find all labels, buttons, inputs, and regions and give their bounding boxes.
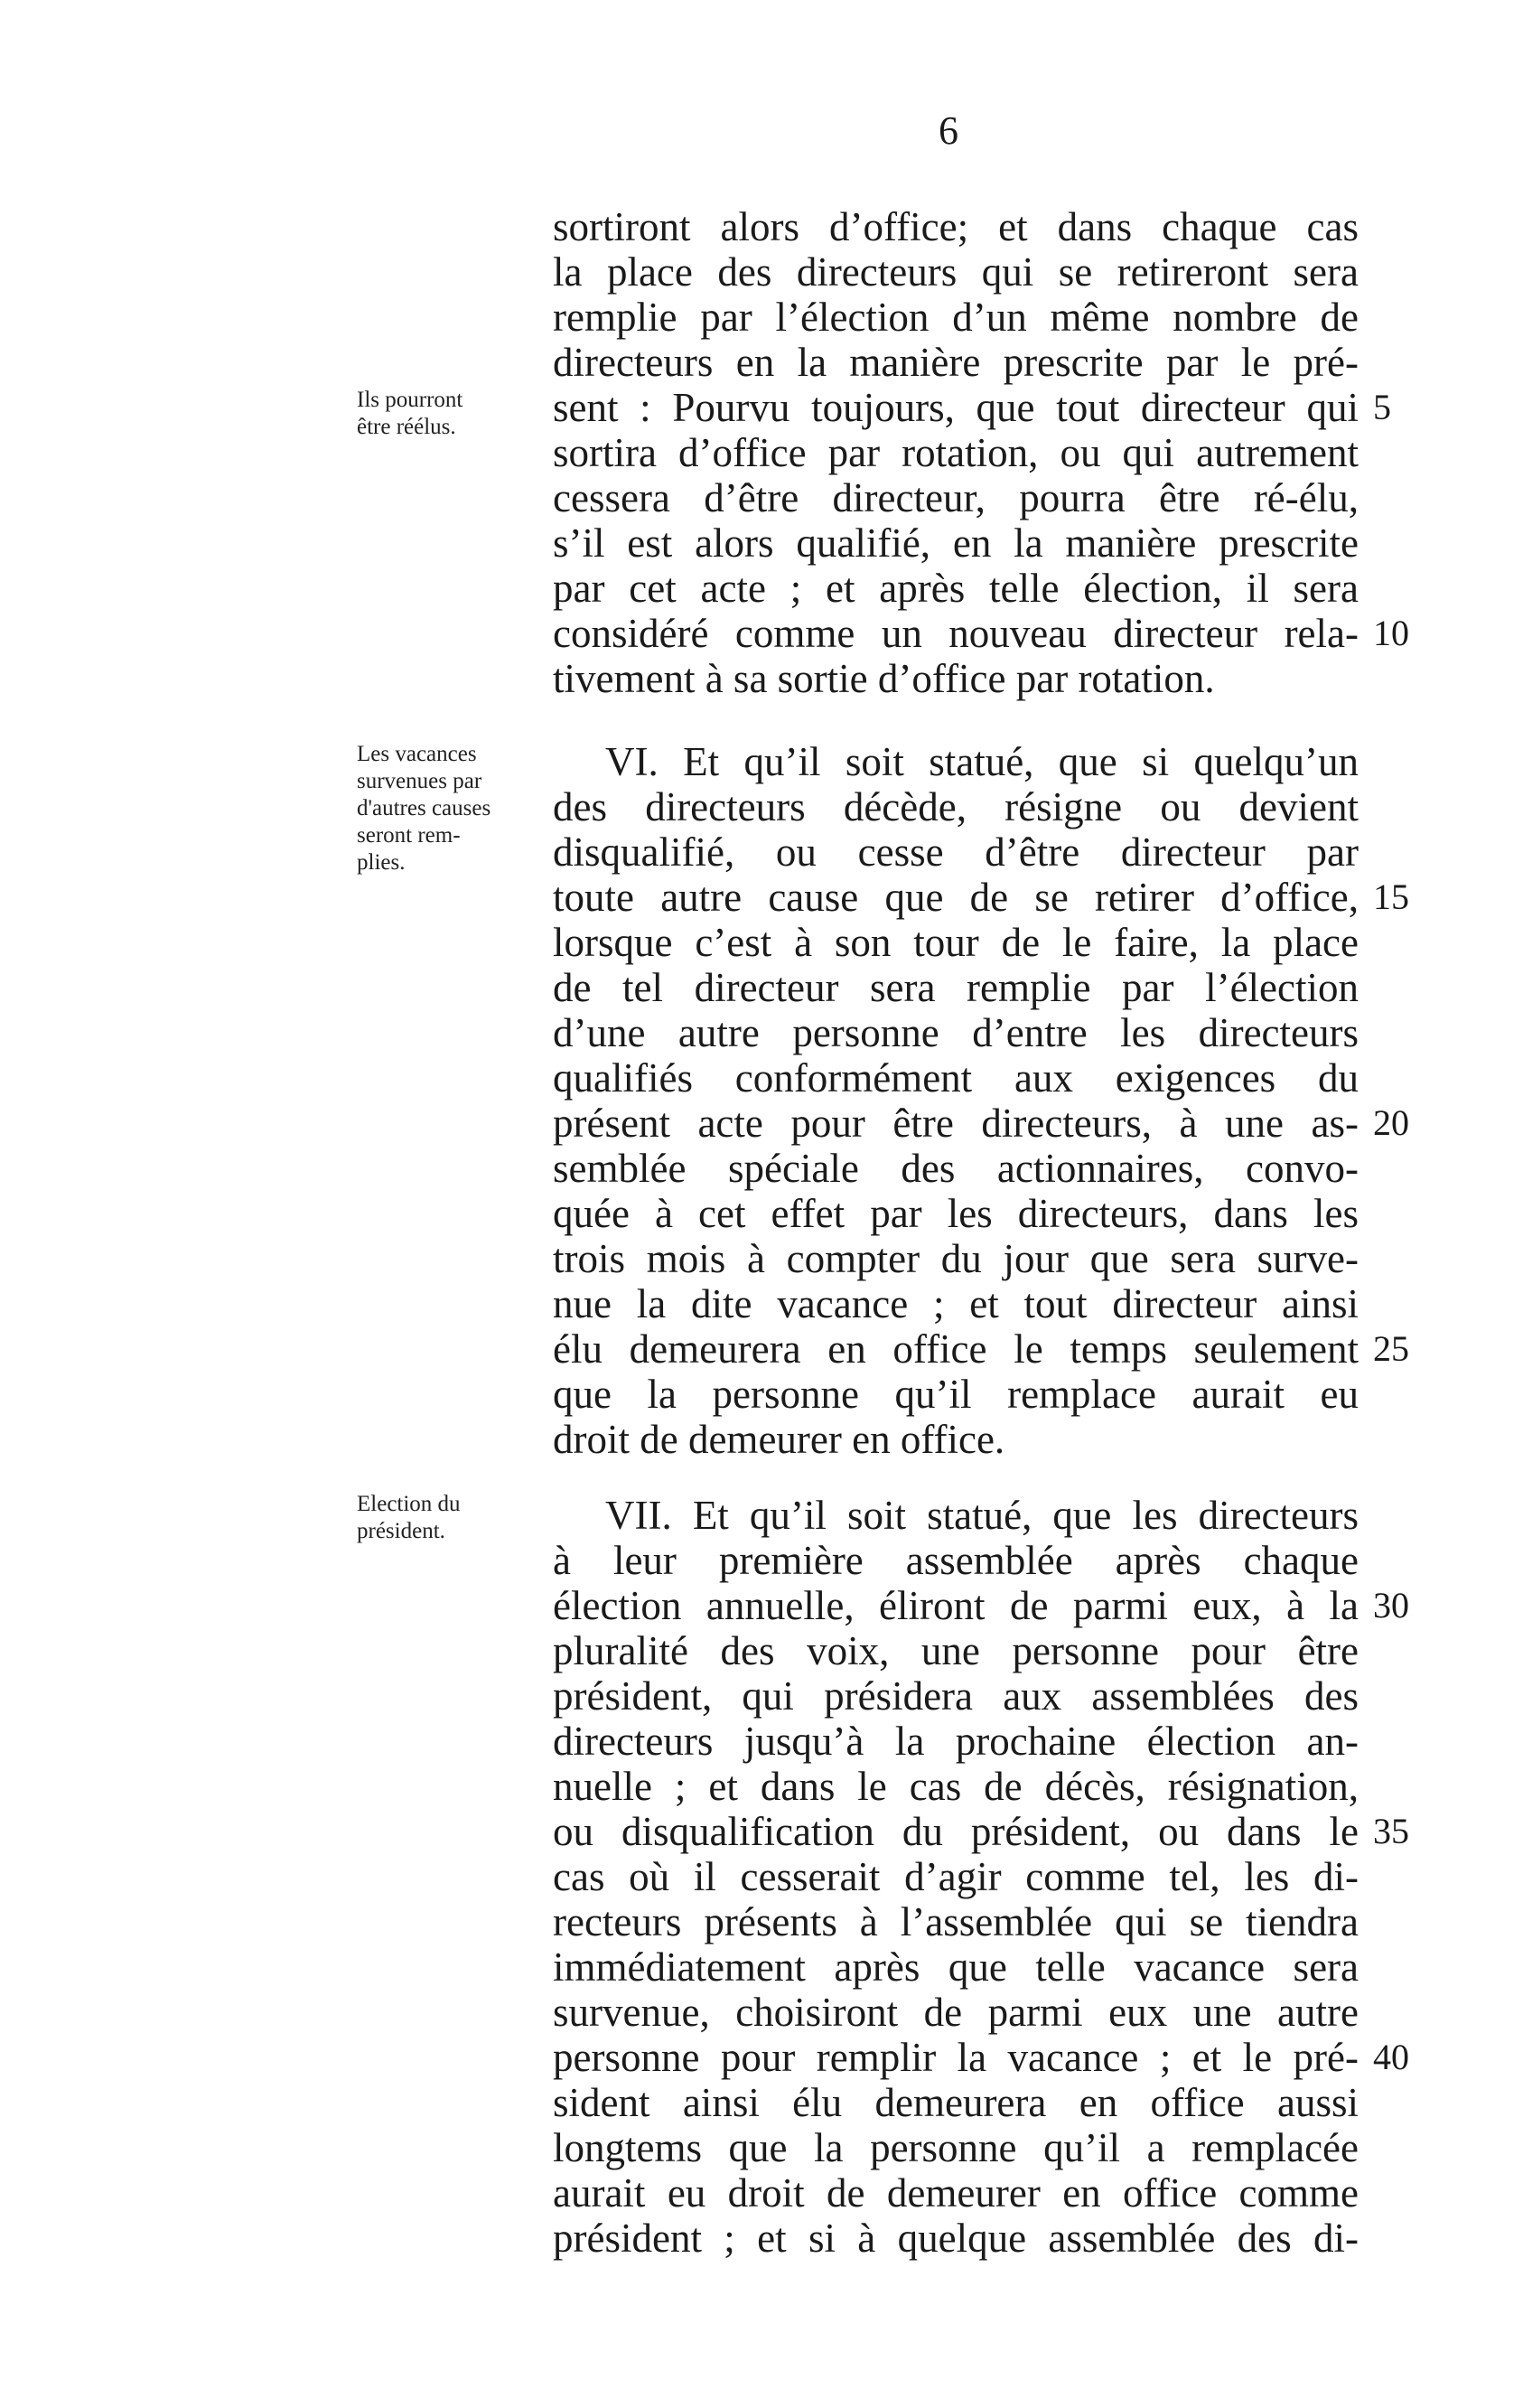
- margin-note-line: président.: [357, 1519, 445, 1543]
- margin-note-line: Les vacances: [357, 742, 477, 766]
- line-number: 10: [1373, 613, 1409, 653]
- margin-note-president-election: [357, 1491, 537, 1545]
- line-number: 30: [1373, 1585, 1409, 1626]
- text-line: cas où il cesserait d’agir comme tel, les di-: [553, 1854, 1359, 1899]
- text-line: nuelle ; et dans le cas de décès, résignation,: [553, 1764, 1359, 1809]
- text-line: quée à cet effet par les directeurs, dans les: [553, 1191, 1359, 1236]
- text-line: sortiront alors d’office; et dans chaque cas: [553, 204, 1359, 249]
- text-line: élu demeurera en office le temps seulement: [553, 1326, 1359, 1372]
- text-line: sortira d’office par rotation, ou qui autrement: [553, 430, 1359, 475]
- margin-note-line: seront rem-: [357, 823, 461, 848]
- text-line: disqualifié, ou cesse d’être directeur par: [553, 829, 1359, 875]
- margin-note-line: être réélus.: [357, 415, 456, 439]
- text-line: président ; et si à quelque assemblée des di-: [553, 2216, 1359, 2261]
- text-line: nue la dite vacance ; et tout directeur ainsi: [553, 1281, 1359, 1326]
- text-line: remplie par l’élection d’un même nombre de: [553, 295, 1359, 340]
- text-line: droit de demeurer en office.: [553, 1417, 1005, 1462]
- text-line: trois mois à compter du jour que sera surve-: [553, 1236, 1359, 1281]
- text-line: directeurs jusqu’à la prochaine élection an-: [553, 1719, 1359, 1764]
- text-line: président, qui présidera aux assemblées des: [553, 1673, 1359, 1719]
- text-line: considéré comme un nouveau directeur rela-: [553, 611, 1359, 656]
- text-line: sident ainsi élu demeurera en office aussi: [553, 2080, 1359, 2125]
- margin-note-line: Ils pourront: [357, 388, 463, 412]
- line-number: 5: [1373, 387, 1391, 427]
- text-line: la place des directeurs qui se retireront sera: [553, 249, 1359, 295]
- section-heading-line: VI. Et qu’il soit statué, que si quelqu’un: [605, 739, 1359, 784]
- margin-note-line: Election du: [357, 1492, 461, 1516]
- text-line: par cet acte ; et après telle élection, il sera: [553, 566, 1359, 611]
- text-line: immédiatement après que telle vacance sera: [553, 1944, 1359, 1990]
- margin-note-vacancies: [357, 741, 537, 876]
- text-line: directeurs en la manière prescrite par le pré-: [553, 340, 1359, 385]
- text-line: présent acte pour être directeurs, à une as-: [553, 1101, 1359, 1146]
- page-number: 6: [939, 108, 958, 153]
- text-line: à leur première assemblée après chaque: [553, 1538, 1359, 1583]
- text-line: des directeurs décède, résigne ou devient: [553, 784, 1359, 829]
- text-line: longtems que la personne qu’il a remplacée: [553, 2125, 1359, 2170]
- text-line: de tel directeur sera remplie par l’élection: [553, 965, 1359, 1010]
- margin-note-reelection: [357, 387, 537, 441]
- section-heading-line: VII. Et qu’il soit statué, que les directeurs: [605, 1493, 1359, 1538]
- text-line: survenue, choisiront de parmi eux une autre: [553, 1990, 1359, 2035]
- text-line: sent : Pourvu toujours, que tout directeur qui: [553, 385, 1359, 430]
- line-number: 15: [1373, 876, 1409, 917]
- line-number: 40: [1373, 2037, 1409, 2077]
- text-line: lorsque c’est à son tour de le faire, la place: [553, 920, 1359, 965]
- text-line: semblée spéciale des actionnaires, convo-: [553, 1146, 1359, 1191]
- line-number: 35: [1373, 1811, 1409, 1851]
- text-line: qualifiés conformément aux exigences du: [553, 1055, 1359, 1101]
- line-number: 25: [1373, 1328, 1409, 1369]
- text-line: cessera d’être directeur, pourra être ré-élu,: [553, 475, 1359, 520]
- line-number: 20: [1373, 1102, 1409, 1143]
- text-line: ou disqualification du président, ou dans le: [553, 1809, 1359, 1854]
- margin-note-line: survenues par: [357, 769, 482, 793]
- text-line: toute autre cause que de se retirer d’office,: [553, 875, 1359, 920]
- margin-note-line: plies.: [357, 850, 406, 875]
- text-line: personne pour remplir la vacance ; et le pré-: [553, 2035, 1359, 2080]
- margin-note-line: d'autres causes: [357, 796, 491, 820]
- text-line: d’une autre personne d’entre les directeurs: [553, 1010, 1359, 1055]
- text-line: aurait eu droit de demeurer en office comme: [553, 2170, 1359, 2216]
- text-line: élection annuelle, éliront de parmi eux, à la: [553, 1583, 1359, 1628]
- text-line: recteurs présents à l’assemblée qui se tiendra: [553, 1899, 1359, 1944]
- text-line: tivement à sa sortie d’office par rotation.: [553, 656, 1215, 701]
- text-line: s’il est alors qualifié, en la manière prescrite: [553, 520, 1359, 566]
- text-line: pluralité des voix, une personne pour être: [553, 1628, 1359, 1673]
- text-line: que la personne qu’il remplace aurait eu: [553, 1372, 1359, 1417]
